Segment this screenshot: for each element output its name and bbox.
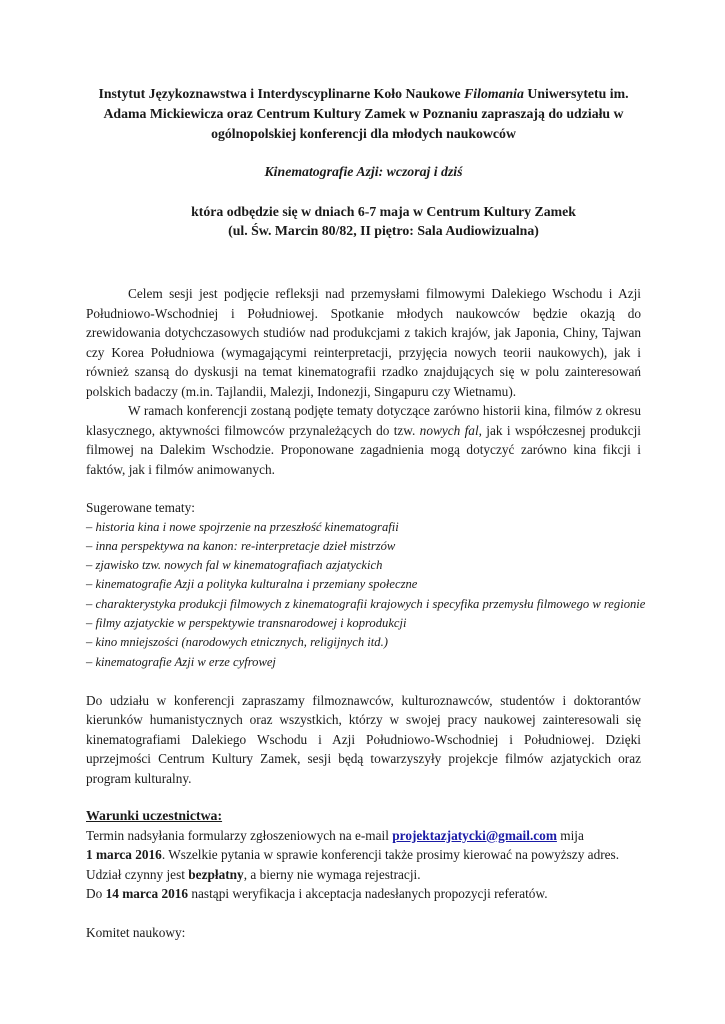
fee-line: Udział czynny jest bezpłatny, a bierny nie wymaga rejestracji. <box>86 866 421 882</box>
suggested-topics-list <box>86 518 646 672</box>
new-waves-term: nowych fal <box>419 422 479 438</box>
topic-item: – kinematografie Azji a polityka kulturalna i przemiany społeczne <box>86 577 418 592</box>
header-line-3: ogólnopolskiej konferencji dla młodych naukowców <box>211 126 516 141</box>
document-page <box>86 84 646 942</box>
verification-line: Do 14 marca 2016 nastąpi weryfikacja i akceptacja nadesłanych propozycji referatów. <box>86 886 548 902</box>
topic-item: – historia kina i nowe spojrzenie na przeszłość kinematografii <box>86 519 399 534</box>
date-line: która odbędzie się w dniach 6-7 maja w Centrum Kultury Zamek <box>191 204 576 219</box>
organizers-header <box>86 84 641 144</box>
suggested-topics-heading: Sugerowane tematy: <box>86 500 195 515</box>
intro-paragraph: Celem sesji jest podjęcie refleksji nad przemysłami filmowymi Dalekiego Wschodu i Azji Południowo-Wschodniej i Południowej. Spotkanie młodych naukowców będzie okazją do zrewidowania dotychczasowych studiów nad produkcjami z takich krajów, jak Japonia, Chiny, Tajwan czy Korea Południowa (wymagającymi reinterpretacji, przyjęcia nowych teorii naukowych), jak i również szansą do dyskusji na temat kinematografii rzadko znajdujących się w polu zainteresowań polskich badaczy (m.in. Tajlandii, Malezji, Indonezji, Singapuru czy Wietnamu). <box>86 286 641 399</box>
header-line-1: Instytut Językoznawstwa i Interdyscyplinarne Koło Naukowe Filomania Uniwersytetu im. <box>98 86 629 101</box>
topic-item: – charakterystyka produkcji filmowych z kinematografii krajowych i specyfika przemysłu filmowego w regionie <box>86 596 646 611</box>
conference-date-venue <box>86 202 641 240</box>
verification-date: 14 marca 2016 <box>105 886 189 902</box>
deadline-line: Termin nadsyłania formularzy zgłoszeniowych na e-mail projektazjatycki@gmail.com mija <box>86 827 584 843</box>
conditions-heading: Warunki uczestnictwa: <box>86 808 223 824</box>
invitation-paragraph: Do udziału w konferencji zapraszamy filmoznawców, kulturoznawców, studentów i doktorantów kierunków humanistycznych oraz wszystkich, którzy w swojej pracy naukowej zainteresowali się kinematografiami Dalekiego Wschodu i Azji Południowo-Wschodniej i Południowej. Dzięki uprzejmości Centrum Kultury Zamek, sesji będą towarzyszyły projekcje filmów azjatyckich oraz program kulturalny. <box>86 692 641 786</box>
conference-title: Kinematografie Azji: wczoraj i dziś <box>264 164 463 179</box>
topic-item: – inna perspektywa na kanon: re-interpretacje dzieł mistrzów <box>86 538 396 553</box>
venue-line: (ul. Św. Marcin 80/82, II piętro: Sala Audiowizualna) <box>228 223 539 238</box>
scientific-committee-heading: Komitet naukowy: <box>86 924 186 940</box>
header-line-2: Adama Mickiewicza oraz Centrum Kultury Zamek w Poznaniu zapraszają do udziału w <box>103 106 624 121</box>
free-label: bezpłatny <box>188 866 244 882</box>
contact-email-link[interactable]: projektazjatycki@gmail.com <box>392 827 557 843</box>
topic-item: – kinematografie Azji w erze cyfrowej <box>86 654 276 669</box>
deadline-date: 1 marca 2016 <box>86 847 162 863</box>
topic-item: – kino mniejszości (narodowych etnicznych, religijnych itd.) <box>86 635 388 650</box>
filomania-name: Filomania <box>464 86 524 101</box>
topic-item: – zjawisko tzw. nowych fal w kinematografiach azjatyckich <box>86 558 383 573</box>
topics-paragraph: W ramach konferencji zostaną podjęte tematy dotyczące zarówno historii kina, filmów z okresu klasycznego, aktywności filmowców przynależących do tzw. nowych fal, jak i współczesnej produkcji filmowej na Dalekim Wschodzie. Proponowane zagadnienia mogą dotyczyć zarówno kina fikcji i faktów, jak i filmów animowanych. <box>86 403 641 477</box>
topic-item: – filmy azjatyckie w perspektywie transnarodowej i koprodukcji <box>86 615 407 630</box>
deadline-date-line: 1 marca 2016. Wszelkie pytania w sprawie konferencji także prosimy kierować na powyższy adres. <box>86 847 620 863</box>
